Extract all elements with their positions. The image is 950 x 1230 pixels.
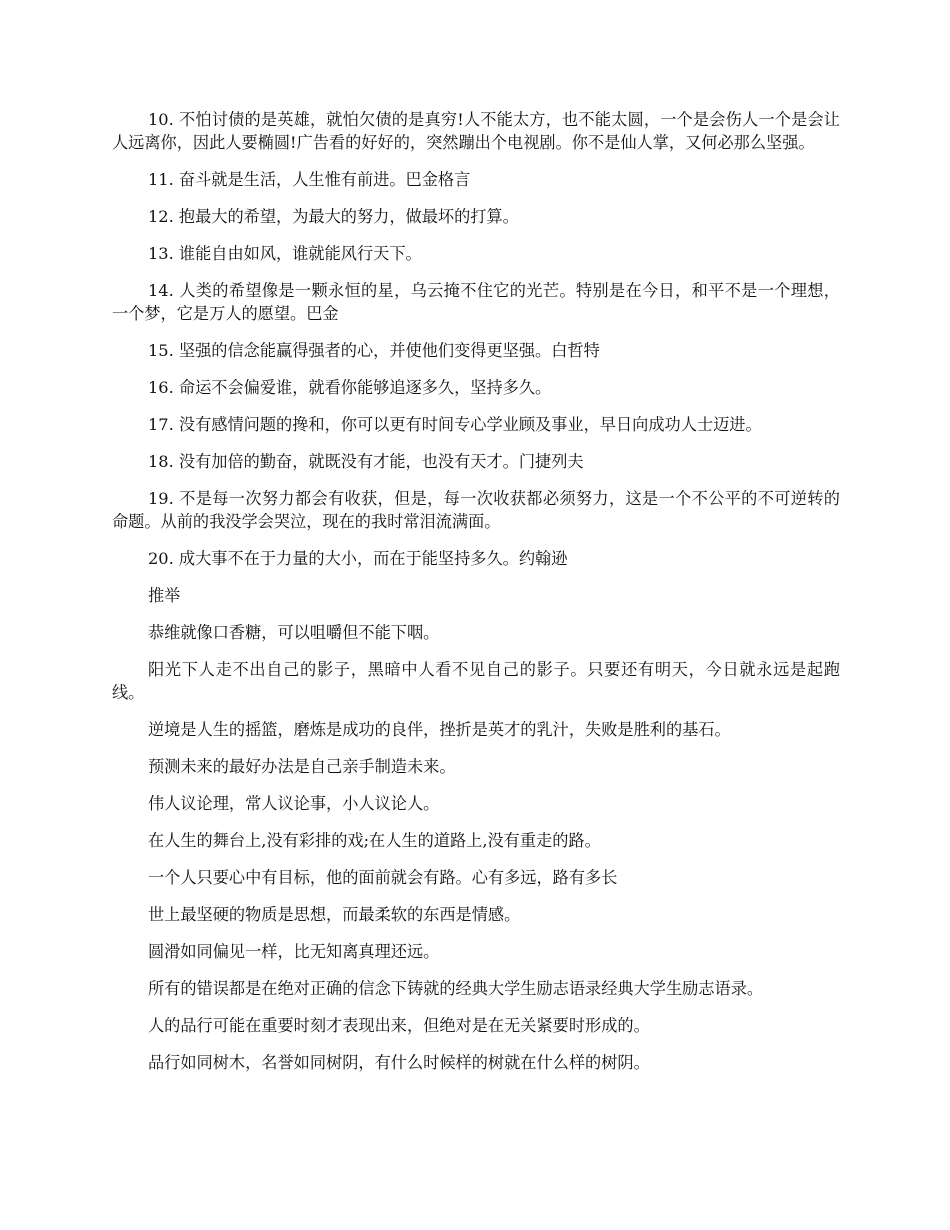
quote-paragraph: 一个人只要心中有目标，他的面前就会有路。心有多远，路有多长 [148,868,618,887]
quote-paragraph: 16. 命运不会偏爱谁，就看你能够追逐多久，坚持多久。 [148,378,552,397]
quote-paragraph: 20. 成大事不在于力量的大小，而在于能坚持多久。约翰逊 [148,549,568,568]
document-body [112,108,840,1088]
quote-paragraph: 所有的错误都是在绝对正确的信念下铸就的经典大学生励志语录经典大学生励志语录。 [148,979,764,998]
quote-paragraph: 17. 没有感情问题的搀和，你可以更有时间专心学业顾及事业，早日向成功人士迈进。 [148,415,762,434]
quote-paragraph: 伟人议论理，常人议论事，小人议论人。 [148,794,440,813]
quote-paragraph: 15. 坚强的信念能赢得强者的心，并使他们变得更坚强。白哲特 [148,341,600,360]
quote-paragraph: 14. 人类的希望像是一颗永恒的星，乌云掩不住它的光芒。特别是在今日，和平不是一个理想，一个梦，它是万人的愿望。巴金 [112,281,840,323]
quote-paragraph: 18. 没有加倍的勤奋，就既没有才能，也没有天才。门捷列夫 [148,452,584,471]
quote-paragraph: 预测未来的最好办法是自己亲手制造未来。 [148,757,456,776]
quote-paragraph: 人的品行可能在重要时刻才表现出来，但绝对是在无关紧要时形成的。 [148,1016,650,1035]
quote-paragraph: 10. 不怕讨债的是英雄，就怕欠债的是真穷!人不能太方，也不能太圆，一个是会伤人一个是会让人远离你，因此人要椭圆!广告看的好好的，突然蹦出个电视剧。你不是仙人掌，又何必那么坚强。 [112,110,840,152]
quote-paragraph: 逆境是人生的摇篮，磨炼是成功的良伴，挫折是英才的乳汁，失败是胜利的基石。 [148,720,731,739]
quote-paragraph: 13. 谁能自由如风，谁就能风行天下。 [148,244,422,263]
quote-paragraph: 恭维就像口香糖，可以咀嚼但不能下咽。 [148,623,440,642]
quote-paragraph: 阳光下人走不出自己的影子，黑暗中人看不见自己的影子。只要还有明天，今日就永远是起跑线。 [112,660,840,702]
quote-paragraph: 品行如同树木，名誉如同树阴，有什么时候样的树就在什么样的树阴。 [148,1053,650,1072]
quote-paragraph: 在人生的舞台上,没有彩排的戏;在人生的道路上,没有重走的路。 [148,831,601,850]
quote-paragraph: 圆滑如同偏见一样，比无知离真理还远。 [148,942,440,961]
quote-paragraph: 12. 抱最大的希望，为最大的努力，做最坏的打算。 [148,207,519,226]
quote-paragraph: 11. 奋斗就是生活，人生惟有前进。巴金格言 [148,170,471,189]
quote-paragraph: 世上最坚硬的物质是思想，而最柔软的东西是情感。 [148,905,521,924]
section-heading: 推举 [148,586,181,605]
quote-paragraph: 19. 不是每一次努力都会有收获，但是，每一次收获都必须努力，这是一个不公平的不可逆转的命题。从前的我没学会哭泣，现在的我时常泪流满面。 [112,489,840,531]
